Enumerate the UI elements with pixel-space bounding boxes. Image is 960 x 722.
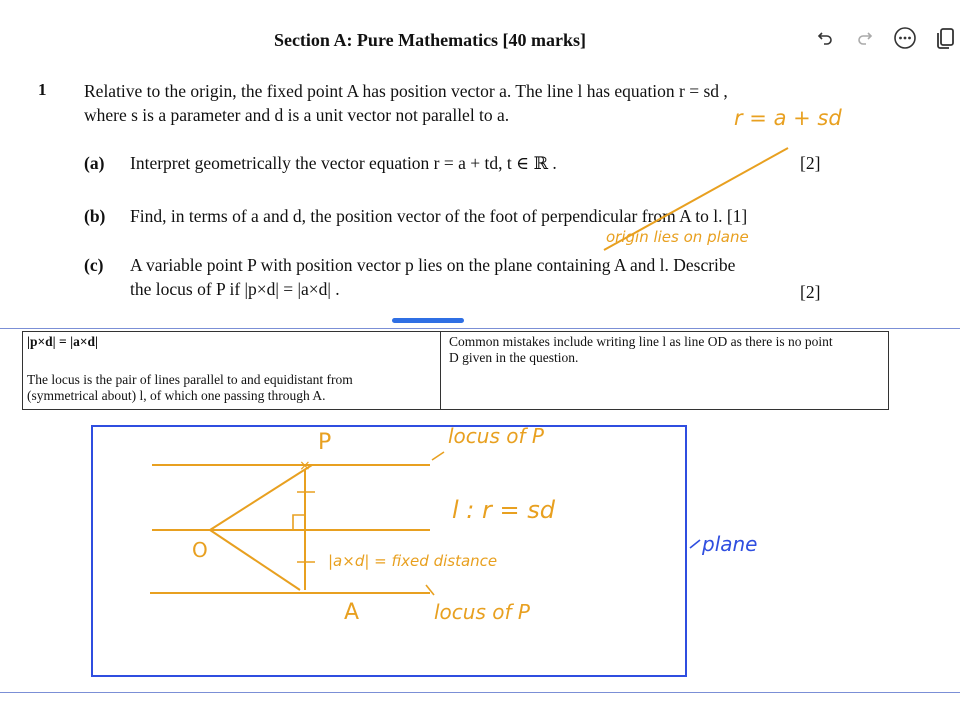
part-c-label: (c) [84,255,104,275]
stem-line-1: Relative to the origin, the fixed point A has position vector a. The line l has equation r = sd , [84,81,728,101]
part-a-marks: [2] [800,153,821,173]
point-P-cross: × [299,458,311,474]
part-a-label: (a) [84,153,105,173]
stem-line-2: where s is a parameter and d is a unit vector not parallel to a. [84,105,510,125]
diagram-label-A: A [344,600,360,625]
part-b-label: (b) [84,206,106,226]
part-c-marks: [2] [800,282,821,302]
mark-scheme-answer-line1: The locus is the pair of lines parallel to and equidistant from [27,372,353,387]
line-OA [210,530,300,590]
locus-note-top: locus of P [448,424,544,448]
orange-equation-note: r = a + sd [734,106,842,130]
part-c-text-line1: A variable point P with position vector p lies on the plane containing A and l. Describe [130,255,736,275]
line-equation-note: l : r = sd [452,496,555,524]
mark-scheme-notes-line2: D given in the question. [449,350,579,365]
part-c-text-line2: the locus of P if |p×d| = |a×d| . [130,279,340,299]
locus-top-tick [432,452,444,460]
diagram-box [92,426,686,676]
diagram-label-O: O [192,538,208,562]
right-angle-mark [293,515,305,530]
mark-scheme-notes-line1: Common mistakes include writing line l as line OD as there is no point [449,334,833,349]
locus-note-bottom: locus of P [434,600,530,624]
orange-origin-note: origin lies on plane [606,228,749,246]
part-b-text: Find, in terms of a and d, the position vector of the foot of perpendicular from A to l. [1] [130,206,748,226]
section-title: Section A: Pure Mathematics [40 marks] [273,30,587,50]
diagram-label-P: P [318,430,332,455]
line-OP [210,465,312,530]
plane-note: plane [702,532,758,556]
distance-note: |a×d| = fixed distance [328,552,498,570]
plane-tick [690,540,700,548]
mark-scheme-formula: |p×d| = |a×d| [27,334,98,349]
question-number: 1 [38,80,47,99]
part-a-text: Interpret geometrically the vector equation r = a + td, t ∈ ℝ . [130,153,557,173]
mark-scheme-answer-line2: (symmetrical about) l, of which one passing through A. [27,388,326,403]
